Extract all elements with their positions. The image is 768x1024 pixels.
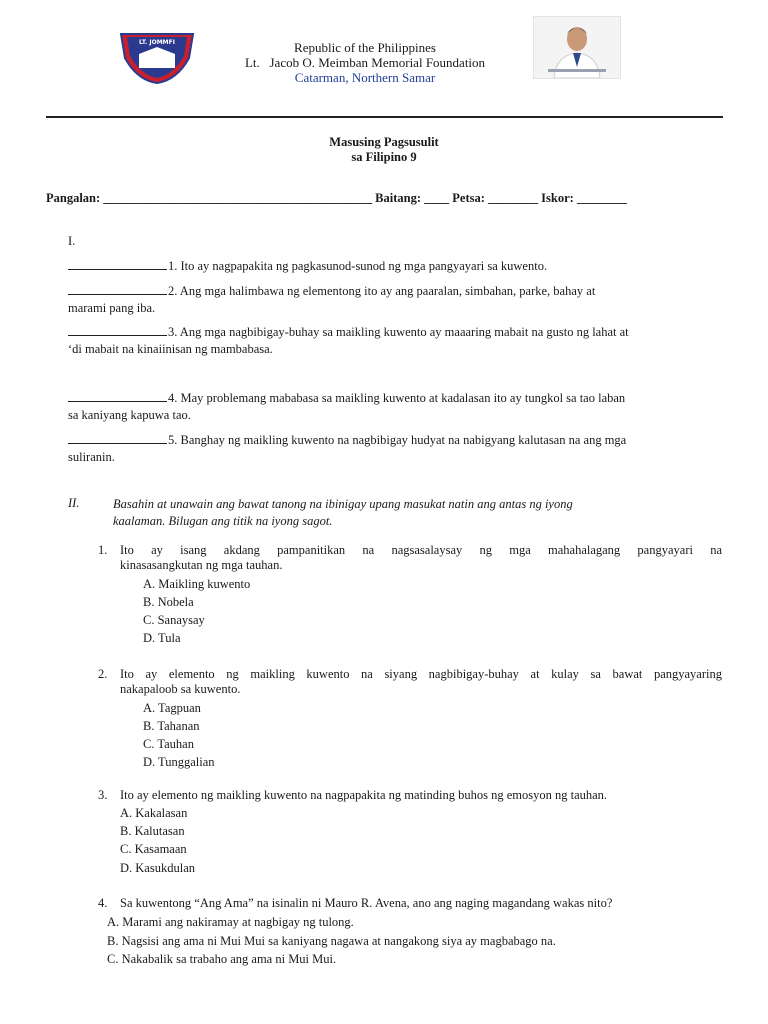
q2-option-a[interactable]: A. Tagpuan (143, 701, 201, 715)
part1-item-4 (68, 389, 720, 424)
part2-instruction (113, 496, 673, 530)
q2-option-d[interactable]: D. Tunggalian (143, 755, 215, 769)
question-3-text: Ito ay elemento ng maikling kuwento na nagpapakita ng matinding buhos ng emosyon ng tauhan. (120, 788, 608, 802)
part2-instruction-line2: kaalaman. Bilugan ang titik na iyong sagot. (113, 514, 333, 528)
answer-blank[interactable] (68, 389, 167, 402)
part1-item-1 (68, 257, 720, 275)
answer-blank[interactable] (68, 431, 167, 444)
q1-option-c[interactable]: C. Sanaysay (143, 613, 205, 627)
part1-item-5 (68, 431, 720, 466)
part1-item-continuation: sa kaniyang kapuwa tao. (68, 408, 191, 422)
question-line: kinasasangkutan ng mga tauhan. (120, 558, 283, 572)
question-1-text (120, 543, 722, 573)
part1-label: I. (68, 234, 76, 248)
part1-item-2 (68, 282, 720, 317)
q1-option-d[interactable]: D. Tula (143, 631, 181, 645)
exam-title (0, 135, 768, 165)
founder-photo (533, 16, 621, 79)
part2-instruction-line1: Basahin at unawain ang bawat tanong na ibinigay upang masukat natin ang antas ng iyong (113, 497, 573, 511)
question-4-text: Sa kuwentong “Ang Ama” na isinalin ni Mauro R. Avena, ano ang naging magandang wakas nito? (120, 896, 613, 910)
q2-option-b[interactable]: B. Tahanan (143, 719, 200, 733)
student-info-line: Pangalan: ___________________________________________ Baitang: ____ Petsa: ________ Iskor: ________ (46, 191, 627, 205)
part1-item-text: 1. Ito ay nagpapakita ng pagkasunod-sunod ng mga pangyayari sa kuwento. (168, 259, 548, 273)
part1-item-text: 4. May problemang mababasa sa maikling kuwento at kadalasan ito ay tungkol sa tao laban (168, 391, 626, 405)
q4-option-b[interactable]: B. Nagsisi ang ama ni Mui Mui sa kaniyang nagawa at nangakong siya ay magbabago na. (107, 934, 556, 948)
part2-label: II. (68, 496, 80, 510)
answer-blank[interactable] (68, 323, 167, 336)
part1-item-text: 5. Banghay ng maikling kuwento na nagbibigay hudyat na nabigyang kalutasan na ang mga (168, 433, 627, 447)
q4-option-a[interactable]: A. Marami ang nakiramay at nagbigay ng tulong. (107, 915, 354, 929)
header-divider (46, 116, 723, 118)
question-number: 2. (98, 667, 108, 681)
exam-title-line2: sa Filipino 9 (351, 150, 417, 164)
part1-item-text: 3. Ang mga nagbibigay-buhay sa maikling kuwento ay maaaring mabait na gusto ng lahat at (168, 325, 629, 339)
q3-option-c[interactable]: C. Kasamaan (120, 842, 187, 856)
header-school-name: Lt. Jacob O. Meimban Memorial Foundation (244, 55, 486, 70)
answer-blank[interactable] (68, 257, 167, 270)
exam-title-line1: Masusing Pagsusulit (329, 135, 439, 149)
q3-option-a[interactable]: A. Kakalasan (120, 806, 188, 820)
part1-item-continuation: marami pang iba. (68, 301, 156, 315)
part1-item-continuation: suliranin. (68, 450, 115, 464)
question-2-text (120, 667, 722, 697)
question-number: 1. (98, 543, 108, 557)
question-number: 4. (98, 896, 108, 910)
q1-option-b[interactable]: B. Nobela (143, 595, 194, 609)
part1-item-3 (68, 323, 720, 358)
header-republic: Republic of the Philippines (294, 40, 436, 55)
q4-option-c[interactable]: C. Nakabalik sa trabaho ang ama ni Mui Mui. (107, 952, 337, 966)
question-number: 3. (98, 788, 108, 802)
question-line: nakapaloob sa kuwento. (120, 682, 241, 696)
question-line: Ito ay isang akdang pampanitikan na nagsasalaysay ng mga mahahalagang pangyayari na (120, 543, 722, 557)
answer-blank[interactable] (68, 282, 167, 295)
q3-option-b[interactable]: B. Kalutasan (120, 824, 185, 838)
q1-option-a[interactable]: A. Maikling kuwento (143, 577, 251, 591)
part1-item-continuation: ‘di mabait na kinaiinisan ng mambabasa. (68, 342, 273, 356)
q2-option-c[interactable]: C. Tauhan (143, 737, 194, 751)
question-line: Ito ay elemento ng maikling kuwento na siyang nagbibigay-buhay at kulay sa bawat pangyayaring (120, 667, 722, 681)
q3-option-d[interactable]: D. Kasukdulan (120, 861, 195, 875)
school-header (200, 40, 530, 85)
school-logo (117, 28, 197, 84)
logo-text: LT. JOMMFI (139, 39, 175, 46)
header-location: Catarman, Northern Samar (294, 70, 436, 85)
part1-item-text: 2. Ang mga halimbawa ng elementong ito ay ang paaralan, simbahan, parke, bahay at (168, 284, 596, 298)
